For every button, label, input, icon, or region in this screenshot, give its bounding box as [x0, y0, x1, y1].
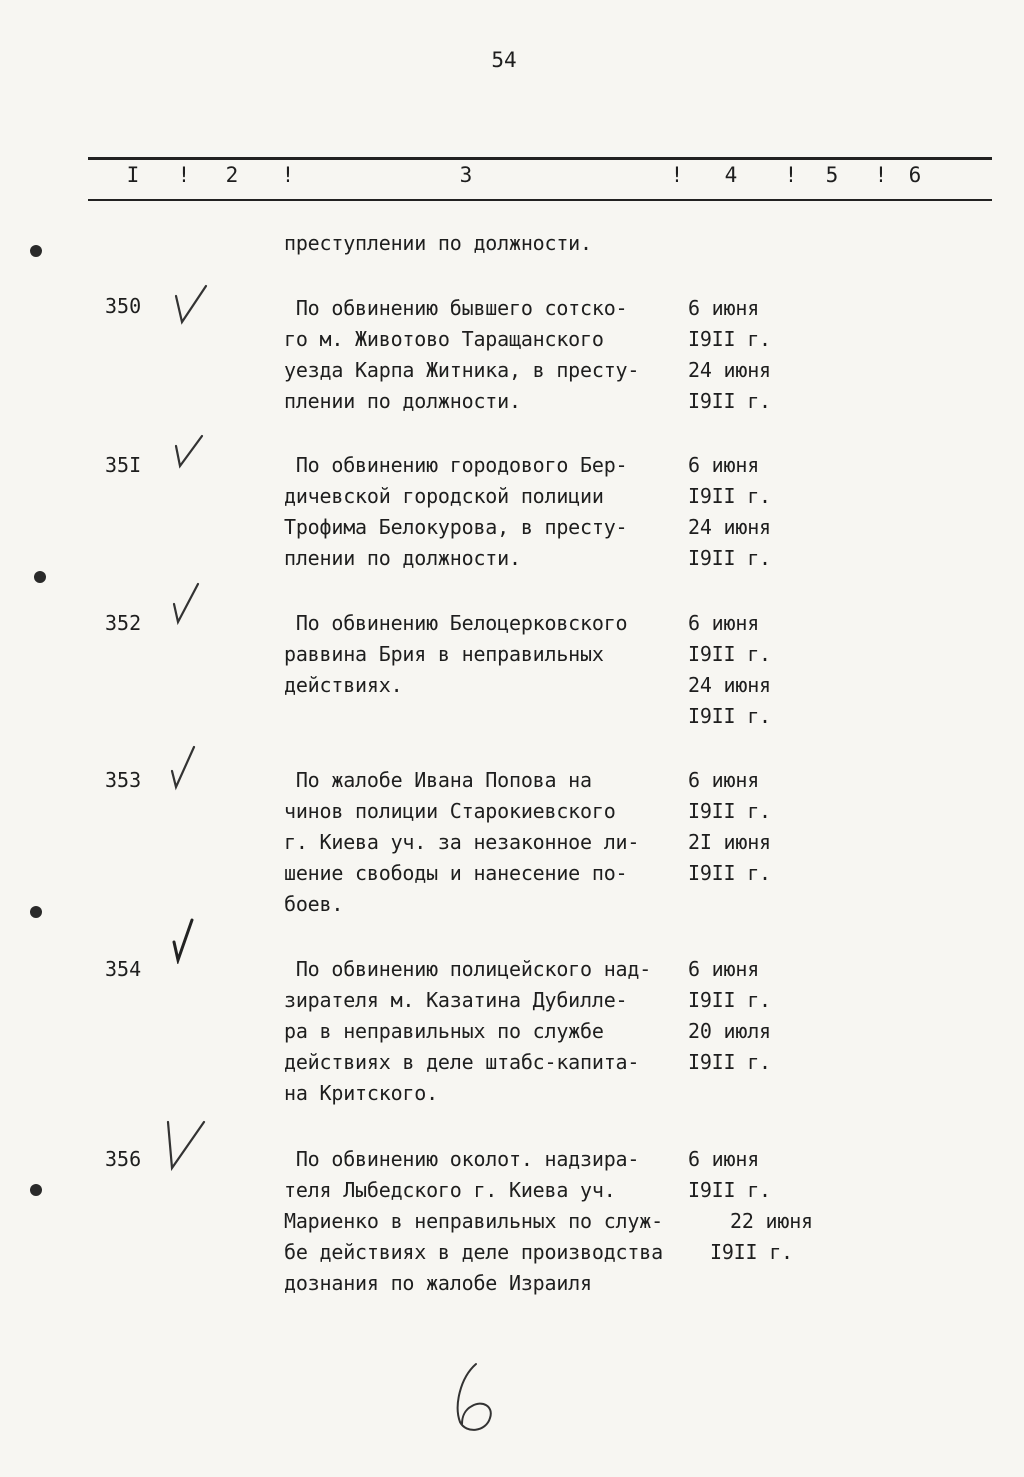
punch-hole-mark: [30, 245, 42, 257]
entry-date-line: 6 июня: [688, 957, 760, 981]
checkmark-icon: [168, 745, 214, 791]
entry-description-line: действиях.: [284, 673, 403, 697]
entry-description-line: дознания по жалобе Израиля: [284, 1271, 592, 1295]
column-separator: !: [177, 163, 191, 187]
entry-date-line: I9II г.: [688, 988, 771, 1012]
entry-description-line: боев.: [284, 892, 344, 916]
column-header-5: 5: [825, 163, 839, 187]
entry-number: 356: [105, 1147, 142, 1171]
handwritten-mark: [446, 1358, 506, 1438]
entry-date-line: 24 июня: [688, 515, 771, 539]
page-number: 54: [491, 48, 517, 72]
entry-number: 352: [105, 611, 142, 635]
header-bottom-rule: [88, 199, 992, 201]
entry-description-line: чинов полиции Старокиевского: [284, 799, 616, 823]
punch-hole-mark: [30, 1184, 42, 1196]
entry-description-line: По жалобе Ивана Попова на: [284, 768, 592, 792]
column-header-1: I: [126, 163, 140, 187]
entry-description-line: го м. Животово Таращанского: [284, 327, 604, 351]
entry-description-line: шение свободы и нанесение по-: [284, 861, 628, 885]
entry-description-line: г. Киева уч. за незаконное ли-: [284, 830, 640, 854]
entry-date-line: I9II г.: [688, 799, 771, 823]
entry-date-line: 6 июня: [688, 611, 760, 635]
entry-date-line: 6 июня: [688, 453, 760, 477]
entry-date-line: I9II г.: [688, 642, 771, 666]
entry-description-line: Трофима Белокурова, в престу-: [284, 515, 628, 539]
entry-description-line: По обвинению околот. надзира-: [284, 1147, 640, 1171]
entry-date-line: I9II г.: [688, 327, 771, 351]
entry-date-line: 6 июня: [688, 296, 760, 320]
entry-number: 353: [105, 768, 142, 792]
entry-date-line: I9II г.: [688, 484, 771, 508]
entry-date-line: I9II г.: [688, 1178, 771, 1202]
column-separator: !: [670, 163, 684, 187]
entry-description-line: раввина Брия в неправильных: [284, 642, 604, 666]
checkmark-icon: [168, 282, 214, 328]
entry-date-line: 6 июня: [688, 1147, 760, 1171]
entry-description-line: По обвинению Белоцерковского: [284, 611, 628, 635]
checkmark-icon: [168, 582, 214, 628]
entry-date-line: 24 июня: [688, 673, 771, 697]
column-separator: !: [874, 163, 888, 187]
entry-description-line: действиях в деле штабс-капита-: [284, 1050, 640, 1074]
entry-description-line: По обвинению полицейского над-: [284, 957, 652, 981]
entry-date-line: 2I июня: [688, 830, 771, 854]
entry-date-line: I9II г.: [710, 1240, 793, 1264]
entry-description-line: плении по должности.: [284, 389, 521, 413]
entry-description-line: ра в неправильных по службе: [284, 1019, 604, 1043]
entry-description-line: зирателя м. Казатина Дубилле-: [284, 988, 628, 1012]
entry-date-line: I9II г.: [688, 389, 771, 413]
continuation-text: преступлении по должности.: [284, 231, 592, 255]
entry-description-line: уезда Карпа Житника, в престу-: [284, 358, 640, 382]
checkmark-icon: [160, 1118, 216, 1174]
entry-number: 35I: [105, 453, 142, 477]
entry-date-line: I9II г.: [688, 546, 771, 570]
header-top-rule: [88, 157, 992, 160]
entry-description-line: Мариенко в неправильных по служ-: [284, 1209, 663, 1233]
entry-description-line: плении по должности.: [284, 546, 521, 570]
entry-date-line: I9II г.: [688, 704, 771, 728]
entry-date-line: I9II г.: [688, 1050, 771, 1074]
entry-description-line: По обвинению городового Бер-: [284, 453, 628, 477]
column-header-6: 6: [908, 163, 922, 187]
entry-date-line: 22 июня: [730, 1209, 813, 1233]
column-header-3: 3: [459, 163, 473, 187]
column-separator: !: [784, 163, 798, 187]
punch-hole-mark: [34, 571, 46, 583]
entry-date-line: 6 июня: [688, 768, 760, 792]
entry-number: 354: [105, 957, 142, 981]
entry-description-line: дичевской городской полиции: [284, 484, 604, 508]
entry-date-line: 20 июля: [688, 1019, 771, 1043]
checkmark-icon: [168, 432, 214, 478]
punch-hole-mark: [30, 906, 42, 918]
column-header-4: 4: [724, 163, 738, 187]
entry-description-line: на Критского.: [284, 1081, 438, 1105]
column-header-2: 2: [225, 163, 239, 187]
entry-date-line: I9II г.: [688, 861, 771, 885]
checkmark-icon: [168, 918, 214, 964]
entry-description-line: По обвинению бывшего сотско-: [284, 296, 628, 320]
entry-number: 350: [105, 294, 142, 318]
entry-description-line: теля Лыбедского г. Киева уч.: [284, 1178, 616, 1202]
column-separator: !: [281, 163, 295, 187]
entry-description-line: бе действиях в деле производства: [284, 1240, 663, 1264]
entry-date-line: 24 июня: [688, 358, 771, 382]
